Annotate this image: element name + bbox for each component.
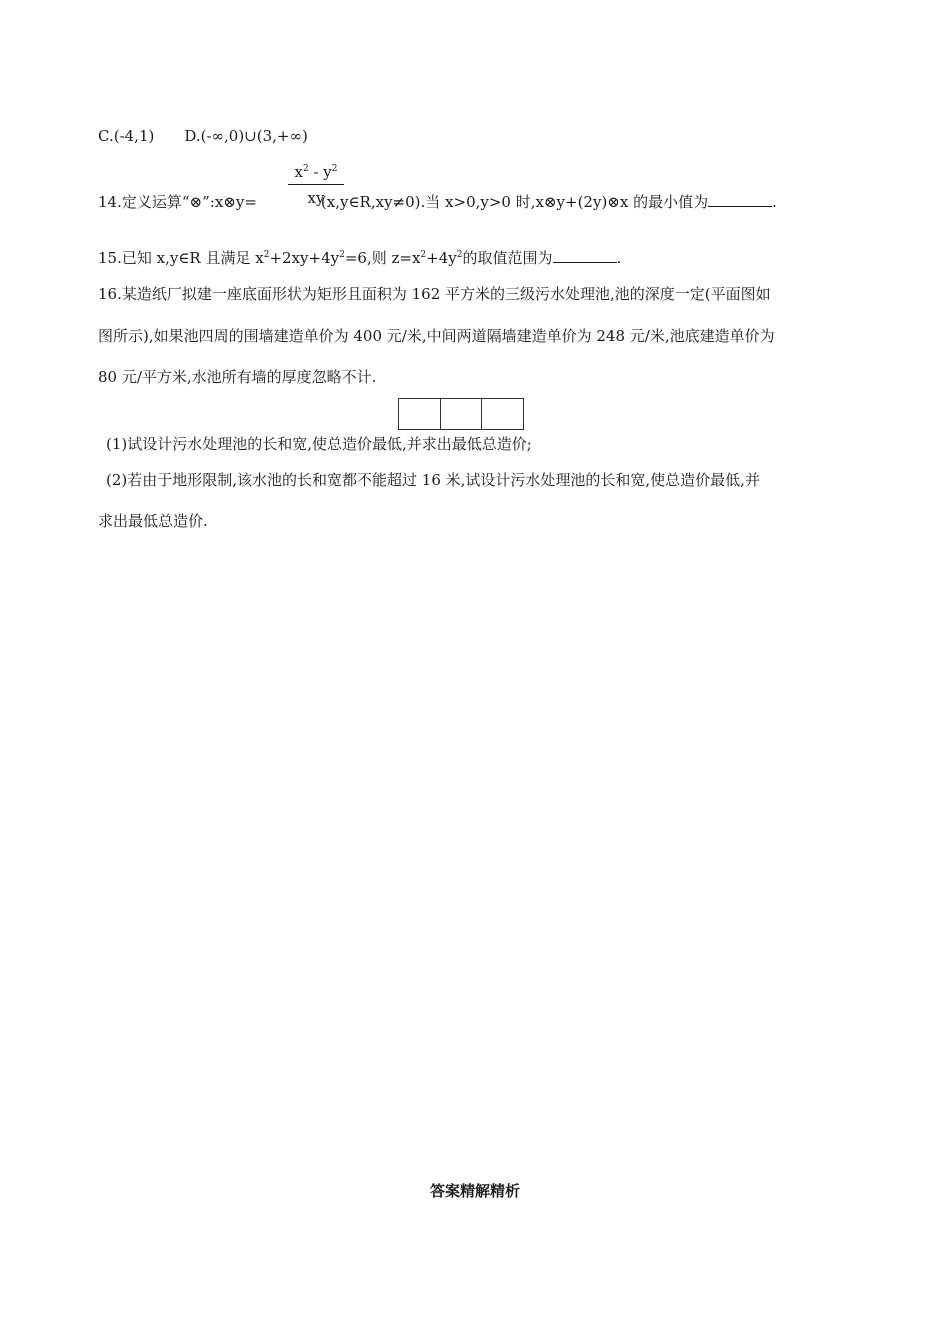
q16-line3: 80 元/平方米,水池所有墙的厚度忽略不计. [98, 368, 377, 386]
pool-cell-3 [482, 399, 523, 429]
pool-cell-1 [399, 399, 441, 429]
q14-prefix: 14.定义运算“⊗”:x⊗y= [98, 193, 257, 211]
q16-part2-line1: (2)若由于地形限制,该水池的长和宽都不能超过 16 米,试设计污水处理池的长和宽,使总造价最低,并 [106, 471, 760, 489]
q14-answer-blank [708, 192, 772, 207]
q14-suffix: (x,y∈R,xy≠0).当 x>0,y>0 时,x⊗y+(2y)⊗x 的最小值为 [320, 193, 709, 211]
answer-section-title: 答案精解精析 [429, 1182, 520, 1200]
q13-options [98, 126, 308, 146]
pool-floor-plan-diagram [398, 398, 524, 430]
q16-line1: 16.某造纸厂拟建一座底面形状为矩形且面积为 162 平方米的三级污水处理池,池的深度一定(平面图如 [98, 285, 771, 303]
q14-line: 14.定义运算“⊗”:x⊗y= (x,y∈R,xy≠0).当 x>0,y>0 时,x⊗y+(2y)⊗x 的最小值为 . [98, 193, 777, 211]
pool-cell-2 [441, 399, 483, 429]
q16-part1: (1)试设计污水处理池的长和宽,使总造价最低,并求出最低总造价; [106, 435, 532, 453]
q14-fraction-denominator: xy [307, 189, 325, 207]
q16-part2-line2: 求出最低总造价. [98, 512, 208, 530]
q14-fraction-numerator: $x^2 - y^2$ [288, 160, 344, 185]
q13-option-c: C.(-4,1) [98, 127, 155, 145]
q16-line2: 图所示),如果池四周的围墙建造单价为 400 元/米,中间两道隔墙建造单价为 248 元/米,池底建造单价为 [98, 327, 775, 345]
q15-line: 15.已知 x,y∈R 且满足 $x^2+2xy+4y^2=6$,则 $z=x^2+4y^2$的取值范围为 . [98, 249, 622, 267]
q15-answer-blank [553, 248, 617, 263]
q13-option-d: D.(-∞,0)∪(3,+∞) [184, 127, 308, 145]
